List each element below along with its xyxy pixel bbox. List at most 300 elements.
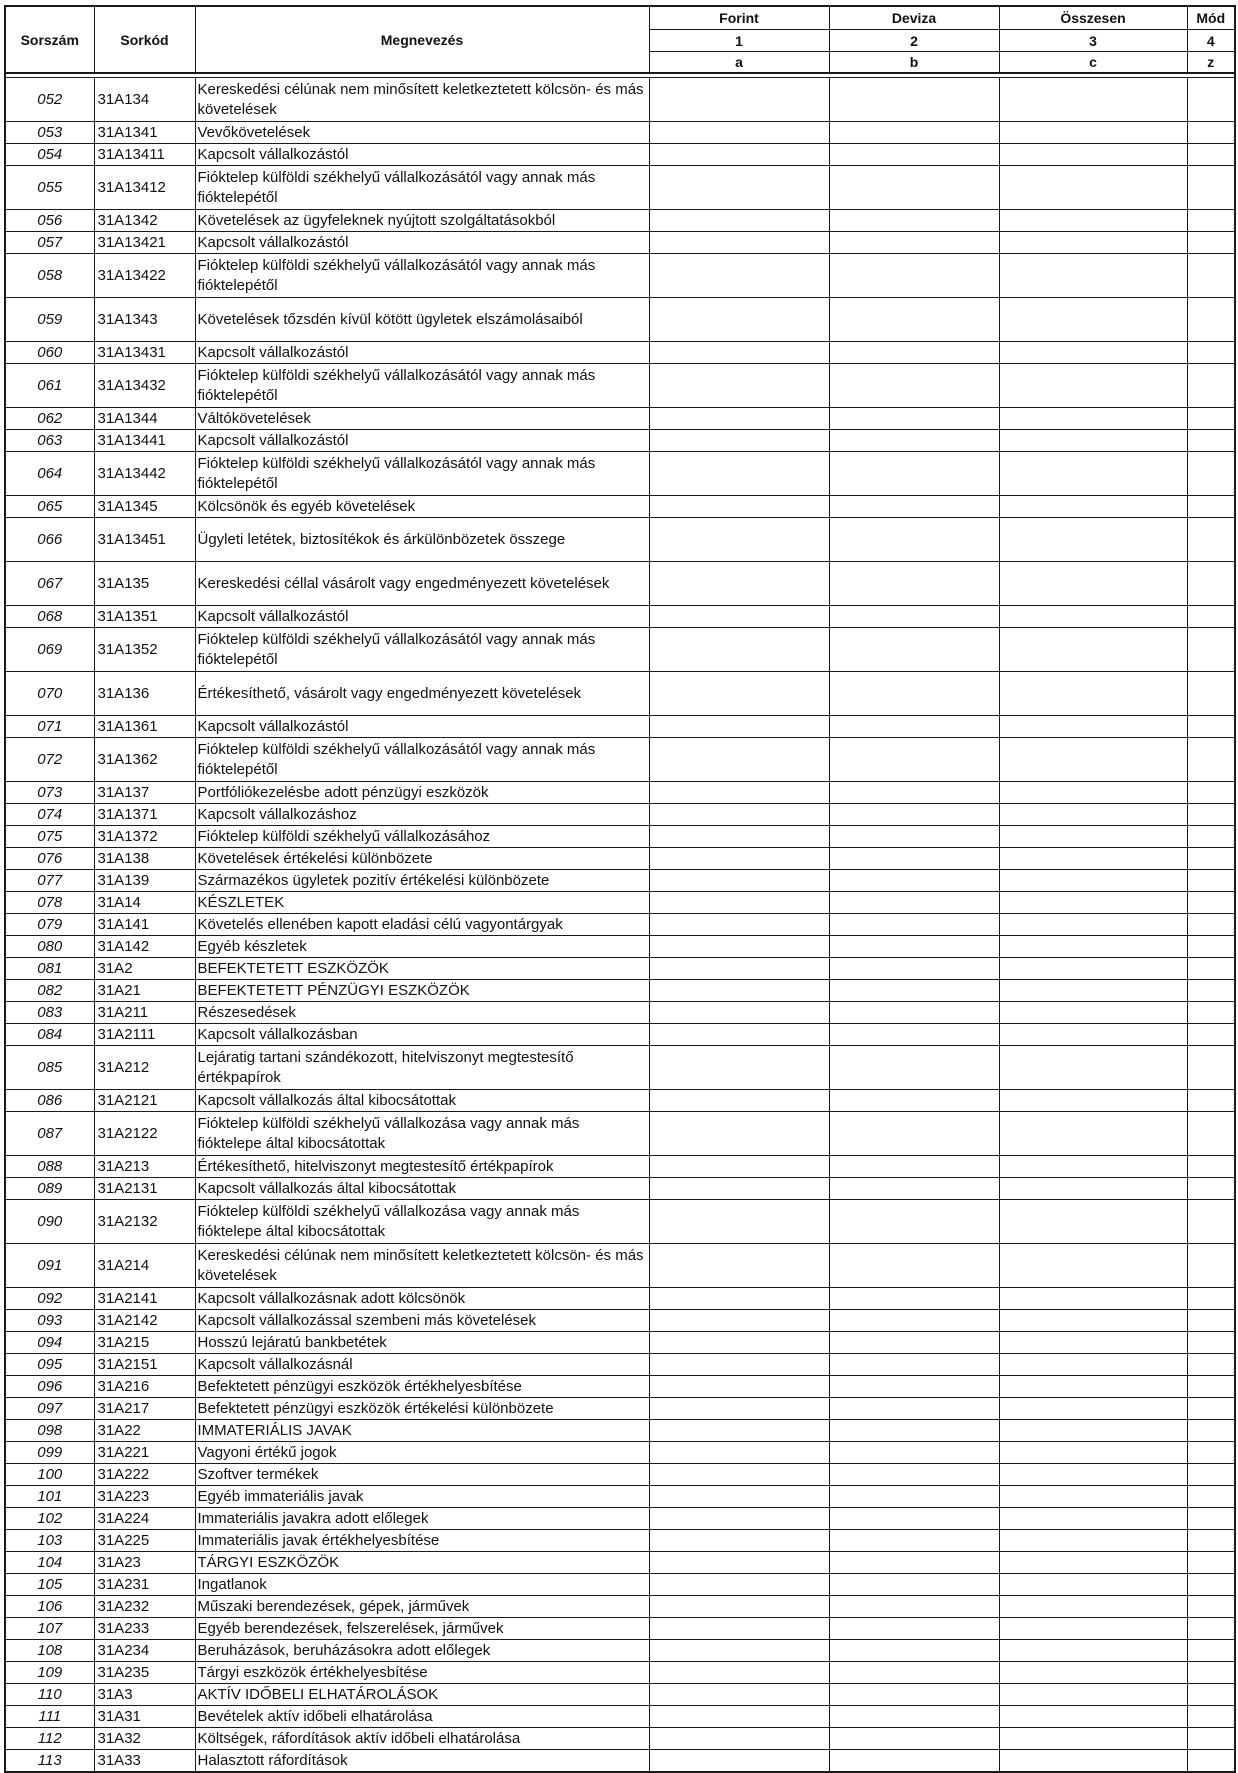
value-cell-mod[interactable]: [1187, 980, 1235, 1002]
value-cell-forint[interactable]: [649, 1376, 829, 1398]
value-cell-deviza[interactable]: [829, 1332, 999, 1354]
value-cell-osszesen[interactable]: [999, 122, 1187, 144]
value-cell-osszesen[interactable]: [999, 364, 1187, 408]
value-cell-mod[interactable]: [1187, 1662, 1235, 1684]
header-col-number: 3: [999, 30, 1187, 52]
value-cell-mod[interactable]: [1187, 1090, 1235, 1112]
row-name: Vagyoni értékű jogok: [195, 1442, 649, 1464]
value-cell-osszesen[interactable]: [999, 1112, 1187, 1156]
value-cell-forint[interactable]: [649, 364, 829, 408]
row-number: 095: [5, 1354, 94, 1376]
value-cell-osszesen[interactable]: [999, 1288, 1187, 1310]
value-cell-deviza[interactable]: [829, 936, 999, 958]
row-code: 31A1343: [94, 298, 195, 342]
value-cell-forint[interactable]: [649, 914, 829, 936]
table-row: [5, 1310, 1235, 1332]
value-cell-forint[interactable]: [649, 518, 829, 562]
value-cell-mod[interactable]: [1187, 1750, 1235, 1773]
value-cell-mod[interactable]: [1187, 1618, 1235, 1640]
value-cell-forint[interactable]: [649, 430, 829, 452]
value-cell-mod[interactable]: [1187, 254, 1235, 298]
value-cell-osszesen[interactable]: [999, 1024, 1187, 1046]
value-cell-deviza[interactable]: [829, 1376, 999, 1398]
value-cell-mod[interactable]: [1187, 122, 1235, 144]
value-cell-osszesen[interactable]: [999, 716, 1187, 738]
value-cell-mod[interactable]: [1187, 562, 1235, 606]
value-cell-osszesen[interactable]: [999, 1574, 1187, 1596]
value-cell-forint[interactable]: [649, 606, 829, 628]
value-cell-forint[interactable]: [649, 1200, 829, 1244]
value-cell-mod[interactable]: [1187, 1398, 1235, 1420]
value-cell-osszesen[interactable]: [999, 1618, 1187, 1640]
value-cell-mod[interactable]: [1187, 408, 1235, 430]
value-cell-deviza[interactable]: [829, 804, 999, 826]
value-cell-osszesen[interactable]: [999, 1420, 1187, 1442]
value-cell-deviza[interactable]: [829, 210, 999, 232]
value-cell-osszesen[interactable]: [999, 1442, 1187, 1464]
row-number: 112: [5, 1728, 94, 1750]
value-cell-mod[interactable]: [1187, 1354, 1235, 1376]
value-cell-deviza[interactable]: [829, 980, 999, 1002]
value-cell-mod[interactable]: [1187, 1640, 1235, 1662]
value-cell-osszesen[interactable]: [999, 1684, 1187, 1706]
value-cell-mod[interactable]: [1187, 1178, 1235, 1200]
value-cell-deviza[interactable]: [829, 364, 999, 408]
value-cell-forint[interactable]: [649, 1112, 829, 1156]
table-row: [5, 1618, 1235, 1640]
value-cell-forint[interactable]: [649, 1090, 829, 1112]
value-cell-mod[interactable]: [1187, 1706, 1235, 1728]
value-cell-osszesen[interactable]: [999, 1552, 1187, 1574]
value-cell-forint[interactable]: [649, 342, 829, 364]
value-cell-deviza[interactable]: [829, 1750, 999, 1773]
value-cell-deviza[interactable]: [829, 826, 999, 848]
row-name: Kapcsolt vállalkozásnak adott kölcsönök: [195, 1288, 649, 1310]
value-cell-deviza[interactable]: [829, 452, 999, 496]
value-cell-mod[interactable]: [1187, 496, 1235, 518]
value-cell-mod[interactable]: [1187, 1486, 1235, 1508]
value-cell-deviza[interactable]: [829, 496, 999, 518]
value-cell-forint[interactable]: [649, 408, 829, 430]
value-cell-deviza[interactable]: [829, 1200, 999, 1244]
value-cell-osszesen[interactable]: [999, 342, 1187, 364]
value-cell-deviza[interactable]: [829, 1728, 999, 1750]
value-cell-forint[interactable]: [649, 78, 829, 122]
value-cell-forint[interactable]: [649, 122, 829, 144]
header-col-number: 1: [649, 30, 829, 52]
value-cell-osszesen[interactable]: [999, 980, 1187, 1002]
value-cell-deviza[interactable]: [829, 1706, 999, 1728]
value-cell-mod[interactable]: [1187, 1046, 1235, 1090]
value-cell-mod[interactable]: [1187, 1420, 1235, 1442]
value-cell-osszesen[interactable]: [999, 254, 1187, 298]
value-cell-osszesen[interactable]: [999, 430, 1187, 452]
value-cell-mod[interactable]: [1187, 914, 1235, 936]
value-cell-deviza[interactable]: [829, 1398, 999, 1420]
value-cell-mod[interactable]: [1187, 848, 1235, 870]
value-cell-deviza[interactable]: [829, 1024, 999, 1046]
row-number: 056: [5, 210, 94, 232]
value-cell-osszesen[interactable]: [999, 78, 1187, 122]
value-cell-osszesen[interactable]: [999, 1486, 1187, 1508]
table-row: [5, 562, 1235, 606]
value-cell-forint[interactable]: [649, 1178, 829, 1200]
value-cell-mod[interactable]: [1187, 782, 1235, 804]
value-cell-forint[interactable]: [649, 496, 829, 518]
value-cell-forint[interactable]: [649, 1420, 829, 1442]
row-name: Bevételek aktív időbeli elhatárolása: [195, 1706, 649, 1728]
value-cell-forint[interactable]: [649, 1288, 829, 1310]
row-name: Kapcsolt vállalkozástól: [195, 342, 649, 364]
value-cell-deviza[interactable]: [829, 518, 999, 562]
value-cell-deviza[interactable]: [829, 1508, 999, 1530]
value-cell-forint[interactable]: [649, 1618, 829, 1640]
value-cell-mod[interactable]: [1187, 606, 1235, 628]
value-cell-forint[interactable]: [649, 1442, 829, 1464]
row-number: 109: [5, 1662, 94, 1684]
value-cell-forint[interactable]: [649, 254, 829, 298]
value-cell-deviza[interactable]: [829, 672, 999, 716]
value-cell-osszesen[interactable]: [999, 1310, 1187, 1332]
row-name: Követelések az ügyfeleknek nyújtott szolgáltatásokból: [195, 210, 649, 232]
value-cell-osszesen[interactable]: [999, 738, 1187, 782]
row-name: Váltókövetelések: [195, 408, 649, 430]
table-row: [5, 1156, 1235, 1178]
value-cell-osszesen[interactable]: [999, 1156, 1187, 1178]
row-number: 102: [5, 1508, 94, 1530]
value-cell-mod[interactable]: [1187, 738, 1235, 782]
value-cell-osszesen[interactable]: [999, 1706, 1187, 1728]
row-name: Értékesíthető, vásárolt vagy engedményezett követelések: [195, 672, 649, 716]
row-code: 31A1372: [94, 826, 195, 848]
value-cell-mod[interactable]: [1187, 1596, 1235, 1618]
value-cell-deviza[interactable]: [829, 870, 999, 892]
value-cell-forint[interactable]: [649, 1728, 829, 1750]
value-cell-mod[interactable]: [1187, 826, 1235, 848]
row-code: 31A134: [94, 78, 195, 122]
value-cell-deviza[interactable]: [829, 1574, 999, 1596]
value-cell-osszesen[interactable]: [999, 914, 1187, 936]
value-cell-deviza[interactable]: [829, 298, 999, 342]
value-cell-forint[interactable]: [649, 738, 829, 782]
value-cell-forint[interactable]: [649, 1552, 829, 1574]
value-cell-mod[interactable]: [1187, 1530, 1235, 1552]
value-cell-forint[interactable]: [649, 782, 829, 804]
balance-sheet-form: [4, 5, 1234, 1769]
value-cell-forint[interactable]: [649, 1354, 829, 1376]
row-number: 070: [5, 672, 94, 716]
value-cell-mod[interactable]: [1187, 1574, 1235, 1596]
value-cell-deviza[interactable]: [829, 1310, 999, 1332]
value-cell-osszesen[interactable]: [999, 144, 1187, 166]
value-cell-mod[interactable]: [1187, 1728, 1235, 1750]
value-cell-osszesen[interactable]: [999, 804, 1187, 826]
value-cell-forint[interactable]: [649, 1002, 829, 1024]
value-cell-deviza[interactable]: [829, 782, 999, 804]
table-header: [5, 6, 1235, 78]
value-cell-deviza[interactable]: [829, 166, 999, 210]
value-cell-mod[interactable]: [1187, 518, 1235, 562]
value-cell-deviza[interactable]: [829, 342, 999, 364]
value-cell-mod[interactable]: [1187, 958, 1235, 980]
value-cell-osszesen[interactable]: [999, 1200, 1187, 1244]
value-cell-osszesen[interactable]: [999, 408, 1187, 430]
value-cell-forint[interactable]: [649, 892, 829, 914]
value-cell-forint[interactable]: [649, 1596, 829, 1618]
value-cell-forint[interactable]: [649, 804, 829, 826]
row-number: 096: [5, 1376, 94, 1398]
value-cell-forint[interactable]: [649, 1574, 829, 1596]
value-cell-osszesen[interactable]: [999, 1640, 1187, 1662]
value-cell-deviza[interactable]: [829, 848, 999, 870]
row-number: 066: [5, 518, 94, 562]
value-cell-mod[interactable]: [1187, 210, 1235, 232]
value-cell-deviza[interactable]: [829, 738, 999, 782]
value-cell-deviza[interactable]: [829, 430, 999, 452]
value-cell-mod[interactable]: [1187, 364, 1235, 408]
value-cell-osszesen[interactable]: [999, 1002, 1187, 1024]
value-cell-forint[interactable]: [649, 1046, 829, 1090]
value-cell-forint[interactable]: [649, 1244, 829, 1288]
value-cell-deviza[interactable]: [829, 1178, 999, 1200]
value-cell-forint[interactable]: [649, 1530, 829, 1552]
value-cell-forint[interactable]: [649, 870, 829, 892]
value-cell-osszesen[interactable]: [999, 298, 1187, 342]
value-cell-deviza[interactable]: [829, 122, 999, 144]
value-cell-deviza[interactable]: [829, 1090, 999, 1112]
value-cell-mod[interactable]: [1187, 298, 1235, 342]
row-code: 31A2151: [94, 1354, 195, 1376]
value-cell-osszesen[interactable]: [999, 518, 1187, 562]
value-cell-deviza[interactable]: [829, 716, 999, 738]
value-cell-deviza[interactable]: [829, 1552, 999, 1574]
value-cell-osszesen[interactable]: [999, 958, 1187, 980]
value-cell-mod[interactable]: [1187, 1442, 1235, 1464]
value-cell-deviza[interactable]: [829, 1420, 999, 1442]
value-cell-osszesen[interactable]: [999, 1090, 1187, 1112]
value-cell-deviza[interactable]: [829, 1530, 999, 1552]
row-code: 31A2121: [94, 1090, 195, 1112]
value-cell-mod[interactable]: [1187, 716, 1235, 738]
row-number: 058: [5, 254, 94, 298]
value-cell-osszesen[interactable]: [999, 1662, 1187, 1684]
value-cell-mod[interactable]: [1187, 1002, 1235, 1024]
value-cell-deviza[interactable]: [829, 1486, 999, 1508]
value-cell-forint[interactable]: [649, 1706, 829, 1728]
value-cell-mod[interactable]: [1187, 1376, 1235, 1398]
value-cell-osszesen[interactable]: [999, 562, 1187, 606]
value-cell-osszesen[interactable]: [999, 1244, 1187, 1288]
data-table: [4, 5, 1236, 1773]
value-cell-mod[interactable]: [1187, 672, 1235, 716]
value-cell-deviza[interactable]: [829, 254, 999, 298]
value-cell-deviza[interactable]: [829, 1662, 999, 1684]
value-cell-forint[interactable]: [649, 1662, 829, 1684]
value-cell-deviza[interactable]: [829, 562, 999, 606]
value-cell-deviza[interactable]: [829, 914, 999, 936]
value-cell-osszesen[interactable]: [999, 782, 1187, 804]
value-cell-mod[interactable]: [1187, 144, 1235, 166]
value-cell-osszesen[interactable]: [999, 848, 1187, 870]
value-cell-deviza[interactable]: [829, 408, 999, 430]
row-code: 31A2132: [94, 1200, 195, 1244]
value-cell-forint[interactable]: [649, 144, 829, 166]
value-cell-osszesen[interactable]: [999, 1376, 1187, 1398]
row-name: KÉSZLETEK: [195, 892, 649, 914]
value-cell-osszesen[interactable]: [999, 1354, 1187, 1376]
row-name: Hosszú lejáratú bankbetétek: [195, 1332, 649, 1354]
value-cell-forint[interactable]: [649, 210, 829, 232]
row-name: Immateriális javakra adott előlegek: [195, 1508, 649, 1530]
value-cell-osszesen[interactable]: [999, 936, 1187, 958]
value-cell-mod[interactable]: [1187, 1332, 1235, 1354]
row-name: Ügyleti letétek, biztosítékok és árkülönbözetek összege: [195, 518, 649, 562]
value-cell-deviza[interactable]: [829, 144, 999, 166]
value-cell-osszesen[interactable]: [999, 628, 1187, 672]
value-cell-forint[interactable]: [649, 716, 829, 738]
value-cell-deviza[interactable]: [829, 1002, 999, 1024]
value-cell-deviza[interactable]: [829, 1244, 999, 1288]
value-cell-mod[interactable]: [1187, 1244, 1235, 1288]
value-cell-osszesen[interactable]: [999, 892, 1187, 914]
value-cell-forint[interactable]: [649, 1398, 829, 1420]
value-cell-mod[interactable]: [1187, 1508, 1235, 1530]
value-cell-osszesen[interactable]: [999, 1178, 1187, 1200]
value-cell-mod[interactable]: [1187, 936, 1235, 958]
value-cell-osszesen[interactable]: [999, 232, 1187, 254]
value-cell-mod[interactable]: [1187, 1112, 1235, 1156]
value-cell-mod[interactable]: [1187, 78, 1235, 122]
value-cell-osszesen[interactable]: [999, 210, 1187, 232]
value-cell-osszesen[interactable]: [999, 870, 1187, 892]
value-cell-deviza[interactable]: [829, 1618, 999, 1640]
value-cell-mod[interactable]: [1187, 892, 1235, 914]
value-cell-forint[interactable]: [649, 1024, 829, 1046]
value-cell-deviza[interactable]: [829, 958, 999, 980]
value-cell-mod[interactable]: [1187, 166, 1235, 210]
value-cell-deviza[interactable]: [829, 1112, 999, 1156]
value-cell-deviza[interactable]: [829, 892, 999, 914]
value-cell-forint[interactable]: [649, 936, 829, 958]
value-cell-deviza[interactable]: [829, 606, 999, 628]
value-cell-forint[interactable]: [649, 1464, 829, 1486]
value-cell-mod[interactable]: [1187, 1156, 1235, 1178]
table-body: [5, 78, 1235, 1773]
value-cell-osszesen[interactable]: [999, 1728, 1187, 1750]
value-cell-deviza[interactable]: [829, 1288, 999, 1310]
value-cell-mod[interactable]: [1187, 232, 1235, 254]
value-cell-forint[interactable]: [649, 672, 829, 716]
table-row: [5, 1332, 1235, 1354]
value-cell-mod[interactable]: [1187, 628, 1235, 672]
table-row: [5, 1398, 1235, 1420]
table-row: [5, 1244, 1235, 1288]
row-number: 055: [5, 166, 94, 210]
row-number: 054: [5, 144, 94, 166]
value-cell-deviza[interactable]: [829, 1684, 999, 1706]
value-cell-osszesen[interactable]: [999, 452, 1187, 496]
value-cell-mod[interactable]: [1187, 452, 1235, 496]
value-cell-mod[interactable]: [1187, 1310, 1235, 1332]
value-cell-osszesen[interactable]: [999, 166, 1187, 210]
row-name: Fióktelep külföldi székhelyű vállalkozásához: [195, 826, 649, 848]
value-cell-forint[interactable]: [649, 980, 829, 1002]
value-cell-osszesen[interactable]: [999, 1464, 1187, 1486]
value-cell-osszesen[interactable]: [999, 606, 1187, 628]
value-cell-osszesen[interactable]: [999, 826, 1187, 848]
value-cell-deviza[interactable]: [829, 1596, 999, 1618]
value-cell-forint[interactable]: [649, 166, 829, 210]
value-cell-forint[interactable]: [649, 1486, 829, 1508]
value-cell-forint[interactable]: [649, 1508, 829, 1530]
value-cell-osszesen[interactable]: [999, 1398, 1187, 1420]
row-number: 079: [5, 914, 94, 936]
value-cell-forint[interactable]: [649, 826, 829, 848]
value-cell-forint[interactable]: [649, 628, 829, 672]
row-code: 31A13451: [94, 518, 195, 562]
value-cell-forint[interactable]: [649, 1310, 829, 1332]
value-cell-mod[interactable]: [1187, 1024, 1235, 1046]
value-cell-osszesen[interactable]: [999, 496, 1187, 518]
value-cell-deviza[interactable]: [829, 1046, 999, 1090]
value-cell-forint[interactable]: [649, 1640, 829, 1662]
row-number: 062: [5, 408, 94, 430]
value-cell-forint[interactable]: [649, 298, 829, 342]
value-cell-deviza[interactable]: [829, 78, 999, 122]
value-cell-forint[interactable]: [649, 1332, 829, 1354]
value-cell-mod[interactable]: [1187, 1200, 1235, 1244]
value-cell-deviza[interactable]: [829, 1442, 999, 1464]
row-name: Egyéb immateriális javak: [195, 1486, 649, 1508]
header-deviza: Deviza: [829, 6, 999, 30]
value-cell-osszesen[interactable]: [999, 1508, 1187, 1530]
value-cell-forint[interactable]: [649, 232, 829, 254]
value-cell-forint[interactable]: [649, 1684, 829, 1706]
value-cell-forint[interactable]: [649, 1750, 829, 1773]
value-cell-deviza[interactable]: [829, 232, 999, 254]
value-cell-deviza[interactable]: [829, 1464, 999, 1486]
value-cell-mod[interactable]: [1187, 870, 1235, 892]
value-cell-osszesen[interactable]: [999, 1596, 1187, 1618]
value-cell-forint[interactable]: [649, 958, 829, 980]
value-cell-deviza[interactable]: [829, 1354, 999, 1376]
value-cell-mod[interactable]: [1187, 1288, 1235, 1310]
row-name: Kereskedési célúnak nem minősített keletkeztetett kölcsön- és más követelések: [195, 1244, 649, 1288]
value-cell-forint[interactable]: [649, 452, 829, 496]
table-row: [5, 782, 1235, 804]
value-cell-mod[interactable]: [1187, 1552, 1235, 1574]
value-cell-osszesen[interactable]: [999, 1750, 1187, 1773]
value-cell-deviza[interactable]: [829, 628, 999, 672]
row-name: TÁRGYI ESZKÖZÖK: [195, 1552, 649, 1574]
value-cell-osszesen[interactable]: [999, 1332, 1187, 1354]
value-cell-osszesen[interactable]: [999, 1046, 1187, 1090]
row-code: 31A1361: [94, 716, 195, 738]
value-cell-osszesen[interactable]: [999, 672, 1187, 716]
value-cell-forint[interactable]: [649, 562, 829, 606]
value-cell-mod[interactable]: [1187, 430, 1235, 452]
value-cell-forint[interactable]: [649, 1156, 829, 1178]
row-code: 31A221: [94, 1442, 195, 1464]
value-cell-mod[interactable]: [1187, 1464, 1235, 1486]
value-cell-mod[interactable]: [1187, 342, 1235, 364]
value-cell-mod[interactable]: [1187, 804, 1235, 826]
value-cell-forint[interactable]: [649, 848, 829, 870]
value-cell-mod[interactable]: [1187, 1684, 1235, 1706]
value-cell-osszesen[interactable]: [999, 1530, 1187, 1552]
value-cell-deviza[interactable]: [829, 1156, 999, 1178]
value-cell-deviza[interactable]: [829, 1640, 999, 1662]
